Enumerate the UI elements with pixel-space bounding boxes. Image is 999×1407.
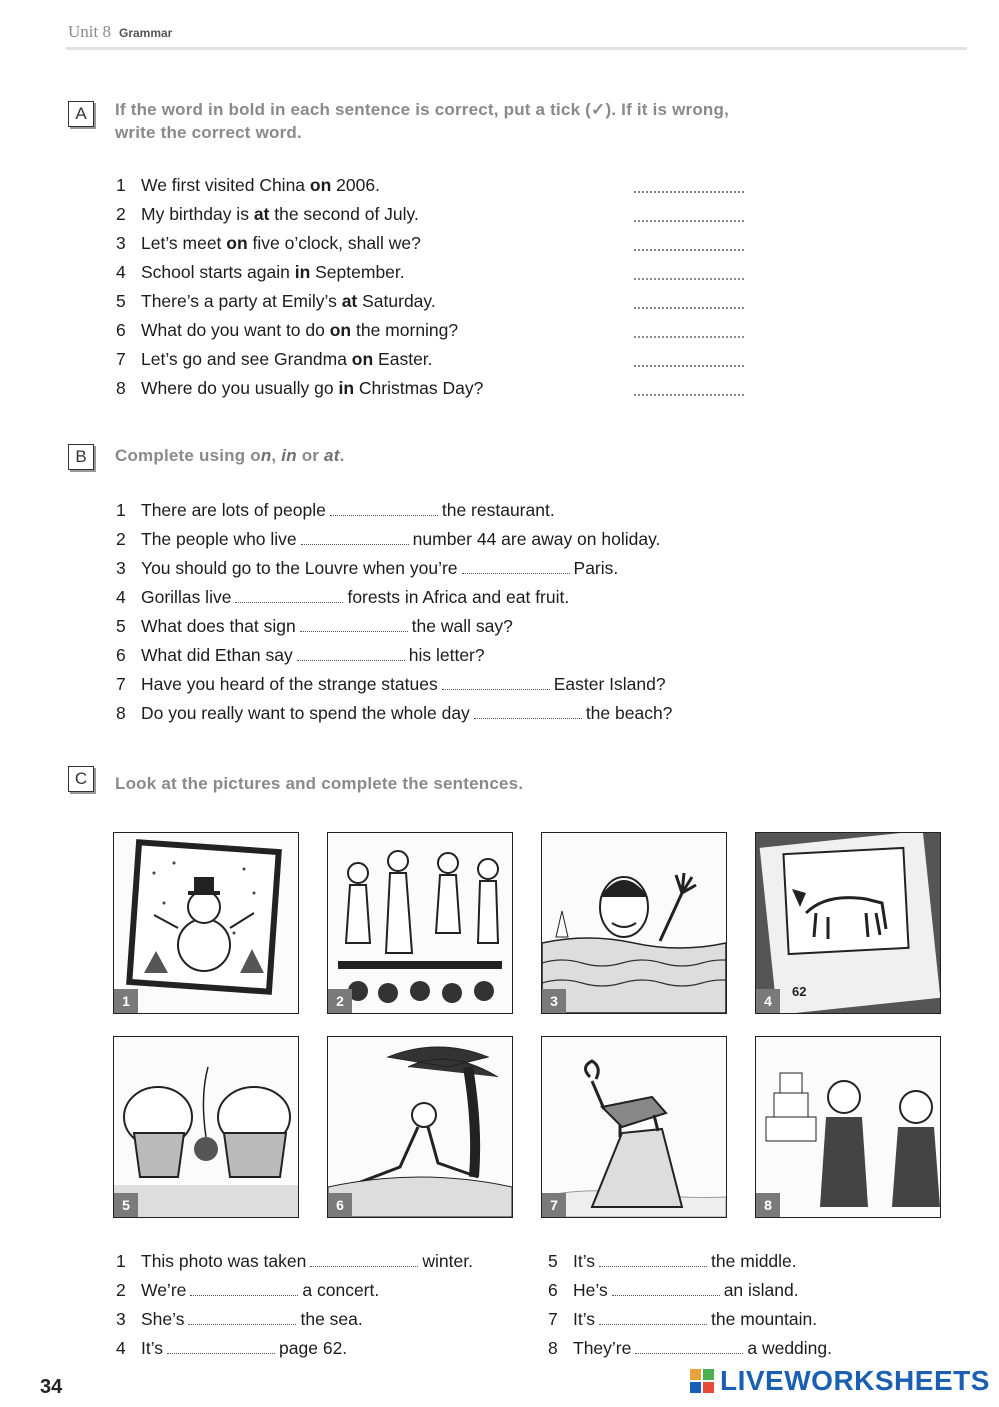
item-post: the sea. <box>300 1309 363 1329</box>
list-item <box>116 229 676 258</box>
item-text <box>141 287 436 316</box>
item-text <box>141 496 555 525</box>
list-item <box>116 1276 536 1305</box>
item-pre: It’s <box>573 1309 596 1329</box>
section-a-box: A <box>68 101 94 127</box>
item-post: winter. <box>422 1251 473 1271</box>
item-pre: Let’s go and see Grandma <box>141 349 352 369</box>
instruction-on: n <box>260 446 272 465</box>
answer-field[interactable] <box>634 264 744 280</box>
picture-number: 3 <box>542 989 566 1013</box>
header-rule <box>66 47 967 50</box>
item-text <box>141 554 618 583</box>
section-c-right-list <box>548 1247 968 1363</box>
item-text <box>573 1276 799 1305</box>
horse-photo-illustration <box>756 833 940 1013</box>
item-post: an island. <box>723 1280 799 1300</box>
item-pre: He’s <box>573 1280 608 1300</box>
goat-mountain-illustration <box>542 1037 726 1217</box>
item-pre: Let’s meet <box>141 233 227 253</box>
item-pre: My birthday is <box>141 204 254 224</box>
item-post: the restaurant. <box>441 500 555 520</box>
item-number: 6 <box>116 645 126 665</box>
list-item <box>116 316 676 345</box>
blank-field[interactable] <box>188 1310 296 1325</box>
picture-number: 5 <box>114 1193 138 1217</box>
item-pre: What did Ethan say <box>141 645 293 665</box>
item-pre: This photo was taken <box>141 1251 307 1271</box>
item-number: 6 <box>548 1280 558 1300</box>
island-man-illustration <box>328 1037 512 1217</box>
picture-1-snowman <box>113 832 299 1014</box>
blank-field[interactable] <box>599 1310 707 1325</box>
item-number: 2 <box>116 529 126 549</box>
item-text <box>141 670 666 699</box>
section-a-instruction-line1: If the word in bold in each sentence is correct, put a tick (✓). If it is wrong, <box>115 100 729 119</box>
instruction-sep: , <box>271 446 282 465</box>
picture-number: 7 <box>542 1193 566 1217</box>
item-number: 2 <box>116 1280 126 1300</box>
instruction-or: or <box>296 446 325 465</box>
list-item <box>116 1305 536 1334</box>
item-pre: What does that sign <box>141 616 296 636</box>
item-number: 5 <box>116 616 126 636</box>
picture-5-cats <box>113 1036 299 1218</box>
item-bold-word: in <box>338 378 355 398</box>
picture-3-sea <box>541 832 727 1014</box>
item-text <box>141 1247 473 1276</box>
item-number: 4 <box>116 587 126 607</box>
blank-field[interactable] <box>612 1281 720 1296</box>
item-number: 3 <box>116 1309 126 1329</box>
item-number: 3 <box>116 558 126 578</box>
item-text <box>141 612 513 641</box>
item-number: 1 <box>116 500 126 520</box>
list-item <box>116 554 736 583</box>
list-item <box>116 583 736 612</box>
item-post: page 62. <box>279 1338 348 1358</box>
section-b-box: B <box>68 444 94 470</box>
item-text <box>141 171 380 200</box>
item-number: 7 <box>116 674 126 694</box>
blank-field[interactable] <box>300 617 408 632</box>
item-number: 1 <box>116 1251 126 1271</box>
wedding-illustration <box>756 1037 940 1217</box>
item-post: the wall say? <box>411 616 513 636</box>
concert-illustration <box>328 833 512 1013</box>
item-pre: Gorillas live <box>141 587 232 607</box>
blank-field[interactable] <box>235 588 343 603</box>
item-post: Easter Island? <box>553 674 666 694</box>
item-pre: We’re <box>141 1280 187 1300</box>
item-text <box>141 229 421 258</box>
item-pre: It’s <box>141 1338 164 1358</box>
item-post: Saturday. <box>357 291 436 311</box>
item-pre: It’s <box>573 1251 596 1271</box>
section-label: Grammar <box>118 26 173 40</box>
item-text <box>573 1334 832 1363</box>
item-pre: You should go to the Louvre when you’re <box>141 558 458 578</box>
list-item <box>548 1276 968 1305</box>
liveworksheets-logo[interactable] <box>690 1365 990 1397</box>
item-text <box>141 316 458 345</box>
picture-2-concert <box>327 832 513 1014</box>
item-text <box>141 583 569 612</box>
item-number: 5 <box>548 1251 558 1271</box>
instruction-text: Complete using o <box>115 446 261 465</box>
item-post: a concert. <box>302 1280 380 1300</box>
blank-field[interactable] <box>190 1281 298 1296</box>
item-post: the middle. <box>711 1251 797 1271</box>
swimmer-illustration <box>542 833 726 1013</box>
answer-field[interactable] <box>634 380 744 396</box>
picture-number: 4 <box>756 989 780 1013</box>
item-bold-word: at <box>341 291 358 311</box>
section-a-instruction-line2: write the correct word. <box>115 123 302 142</box>
list-item <box>548 1334 968 1363</box>
blank-field[interactable] <box>297 646 405 661</box>
blank-field[interactable] <box>442 675 550 690</box>
item-pre: There’s a party at Emily’s <box>141 291 342 311</box>
item-number: 7 <box>548 1309 558 1329</box>
logo-grid-icon <box>690 1369 714 1393</box>
item-text <box>141 200 419 229</box>
item-number: 1 <box>116 175 126 195</box>
picture-number: 8 <box>756 1193 780 1217</box>
blank-field[interactable] <box>462 559 570 574</box>
list-item <box>548 1305 968 1334</box>
list-item <box>116 287 676 316</box>
item-post: five o’clock, shall we? <box>247 233 421 253</box>
answer-field[interactable] <box>634 177 744 193</box>
item-post: September. <box>310 262 405 282</box>
section-a-list <box>116 171 676 403</box>
item-pre: What do you want to do <box>141 320 330 340</box>
item-text <box>573 1305 817 1334</box>
blank-field[interactable] <box>310 1252 418 1267</box>
picture-number: 2 <box>328 989 352 1013</box>
list-item <box>116 1247 536 1276</box>
item-text <box>141 258 405 287</box>
list-item <box>116 496 736 525</box>
item-number: 8 <box>548 1338 558 1358</box>
item-post: the beach? <box>585 703 673 723</box>
blank-field[interactable] <box>301 530 409 545</box>
item-post: a wedding. <box>747 1338 833 1358</box>
item-post: forests in Africa and eat fruit. <box>347 587 570 607</box>
item-pre: The people who live <box>141 529 297 549</box>
list-item <box>116 641 736 670</box>
item-number: 2 <box>116 204 126 224</box>
item-bold-word: on <box>309 175 332 195</box>
item-post: the second of July. <box>269 204 419 224</box>
instruction-at: at <box>324 446 340 465</box>
picture-number: 1 <box>114 989 138 1013</box>
item-post: Christmas Day? <box>354 378 484 398</box>
blank-field[interactable] <box>330 501 438 516</box>
item-pre: She’s <box>141 1309 185 1329</box>
instruction-end: . <box>339 446 345 465</box>
item-number: 8 <box>116 703 126 723</box>
list-item <box>116 699 736 728</box>
list-item <box>116 1334 536 1363</box>
section-c-left-list <box>116 1247 536 1363</box>
item-pre: There are lots of people <box>141 500 326 520</box>
section-a-instruction <box>115 98 729 144</box>
cats-mouse-illustration <box>114 1037 298 1217</box>
item-post: his letter? <box>408 645 485 665</box>
blank-field[interactable] <box>474 704 582 719</box>
item-text <box>573 1247 797 1276</box>
item-pre: Where do you usually go <box>141 378 339 398</box>
item-text <box>141 641 485 670</box>
item-post: 2006. <box>331 175 380 195</box>
section-c-instruction: Look at the pictures and complete the sentences. <box>115 774 524 793</box>
section-b-instruction <box>115 444 345 467</box>
list-item <box>116 345 676 374</box>
item-pre: Do you really want to spend the whole day <box>141 703 470 723</box>
item-post: number 44 are away on holiday. <box>412 529 661 549</box>
page-62-label: 62 <box>792 984 807 999</box>
section-c-box: C <box>68 766 94 792</box>
item-pre: We first visited China <box>141 175 310 195</box>
answer-field[interactable] <box>634 235 744 251</box>
item-post: Easter. <box>373 349 433 369</box>
item-text <box>141 525 660 554</box>
blank-field[interactable] <box>167 1339 275 1354</box>
section-b-list <box>116 496 736 728</box>
item-text <box>141 374 483 403</box>
list-item <box>116 670 736 699</box>
item-text <box>141 345 433 374</box>
item-pre: School starts again <box>141 262 295 282</box>
list-item <box>116 612 736 641</box>
item-number: 8 <box>116 378 126 398</box>
item-number: 5 <box>116 291 126 311</box>
snowman-illustration <box>114 833 298 1013</box>
instruction-in: in <box>281 446 297 465</box>
item-text <box>141 699 672 728</box>
item-text <box>141 1276 379 1305</box>
logo-text: LIVEWORKSHEETS <box>720 1365 990 1396</box>
item-number: 4 <box>116 1338 126 1358</box>
answer-field[interactable] <box>634 322 744 338</box>
item-bold-word: at <box>253 204 270 224</box>
picture-4-photo-page <box>755 832 941 1014</box>
picture-6-island <box>327 1036 513 1218</box>
item-post: Paris. <box>573 558 619 578</box>
item-text <box>141 1334 347 1363</box>
item-number: 6 <box>116 320 126 340</box>
item-number: 4 <box>116 262 126 282</box>
page-header <box>68 22 172 42</box>
picture-8-wedding <box>755 1036 941 1218</box>
list-item <box>116 200 676 229</box>
page-number: 34 <box>40 1376 63 1398</box>
item-number: 7 <box>116 349 126 369</box>
picture-7-mountain <box>541 1036 727 1218</box>
answer-field[interactable] <box>634 293 744 309</box>
picture-number: 6 <box>328 1193 352 1217</box>
blank-field[interactable] <box>599 1252 707 1267</box>
unit-label: Unit 8 <box>68 22 111 41</box>
item-bold-word: on <box>226 233 248 253</box>
answer-field[interactable] <box>634 206 744 222</box>
list-item <box>116 525 736 554</box>
list-item <box>116 171 676 200</box>
item-bold-word: in <box>294 262 311 282</box>
list-item <box>116 374 676 403</box>
item-bold-word: on <box>329 320 352 340</box>
item-pre: They’re <box>573 1338 632 1358</box>
blank-field[interactable] <box>635 1339 743 1354</box>
list-item <box>116 258 676 287</box>
list-item <box>548 1247 968 1276</box>
item-pre: Have you heard of the strange statues <box>141 674 438 694</box>
answer-field[interactable] <box>634 351 744 367</box>
item-text <box>141 1305 363 1334</box>
item-bold-word: on <box>351 349 374 369</box>
item-number: 3 <box>116 233 126 253</box>
item-post: the morning? <box>351 320 459 340</box>
item-post: the mountain. <box>711 1309 818 1329</box>
